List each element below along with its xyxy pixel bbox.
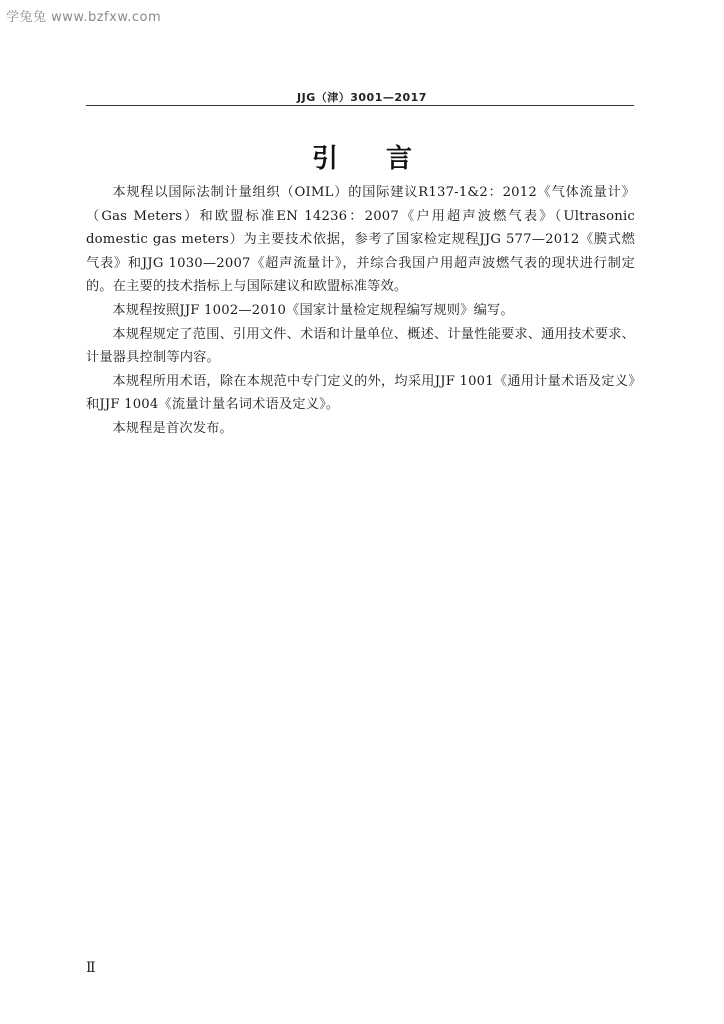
paragraph-drafting-rules: 本规程按照JJF 1002—2010《国家计量检定规程编写规则》编写。 (112, 302, 514, 318)
watermark: 学兔兔 www.bzfxw.com (6, 10, 162, 25)
paragraph-terminology: 本规程所用术语，除在本规范中专门定义的外，均采用JJF 1001《通用计量术语及定义》和JJF 1004《流量计量名词术语及定义》。 (86, 373, 635, 413)
header-rule (86, 105, 634, 106)
document-body (86, 181, 635, 441)
page-number: Ⅱ (86, 960, 96, 976)
paragraph-scope: 本规程规定了范围、引用文件、术语和计量单位、概述、计量性能要求、通用技术要求、计量器具控制等内容。 (86, 326, 635, 366)
standard-code: JJG（津）3001—2017 (297, 91, 427, 104)
paragraph-basis: 本规程以国际法制计量组织（OIML）的国际建议R137-1&2：2012《气体流量计》（Gas Meters）和欧盟标准EN 14236：2007《户用超声波燃气表》（Ultrasonic domestic gas meters）为主要技术依据，参考了国家检定规程JJG 577—2012《膜式燃气表》和JJG 1030—2007《超声流量计》，并综合我国户用超声波燃气表的现状进行制定的。在主要的技术指标上与国际建议和欧盟标准等效。 (86, 185, 635, 295)
paragraph-first-edition: 本规程是首次发布。 (112, 420, 233, 436)
page-title: 引言 (311, 144, 460, 174)
